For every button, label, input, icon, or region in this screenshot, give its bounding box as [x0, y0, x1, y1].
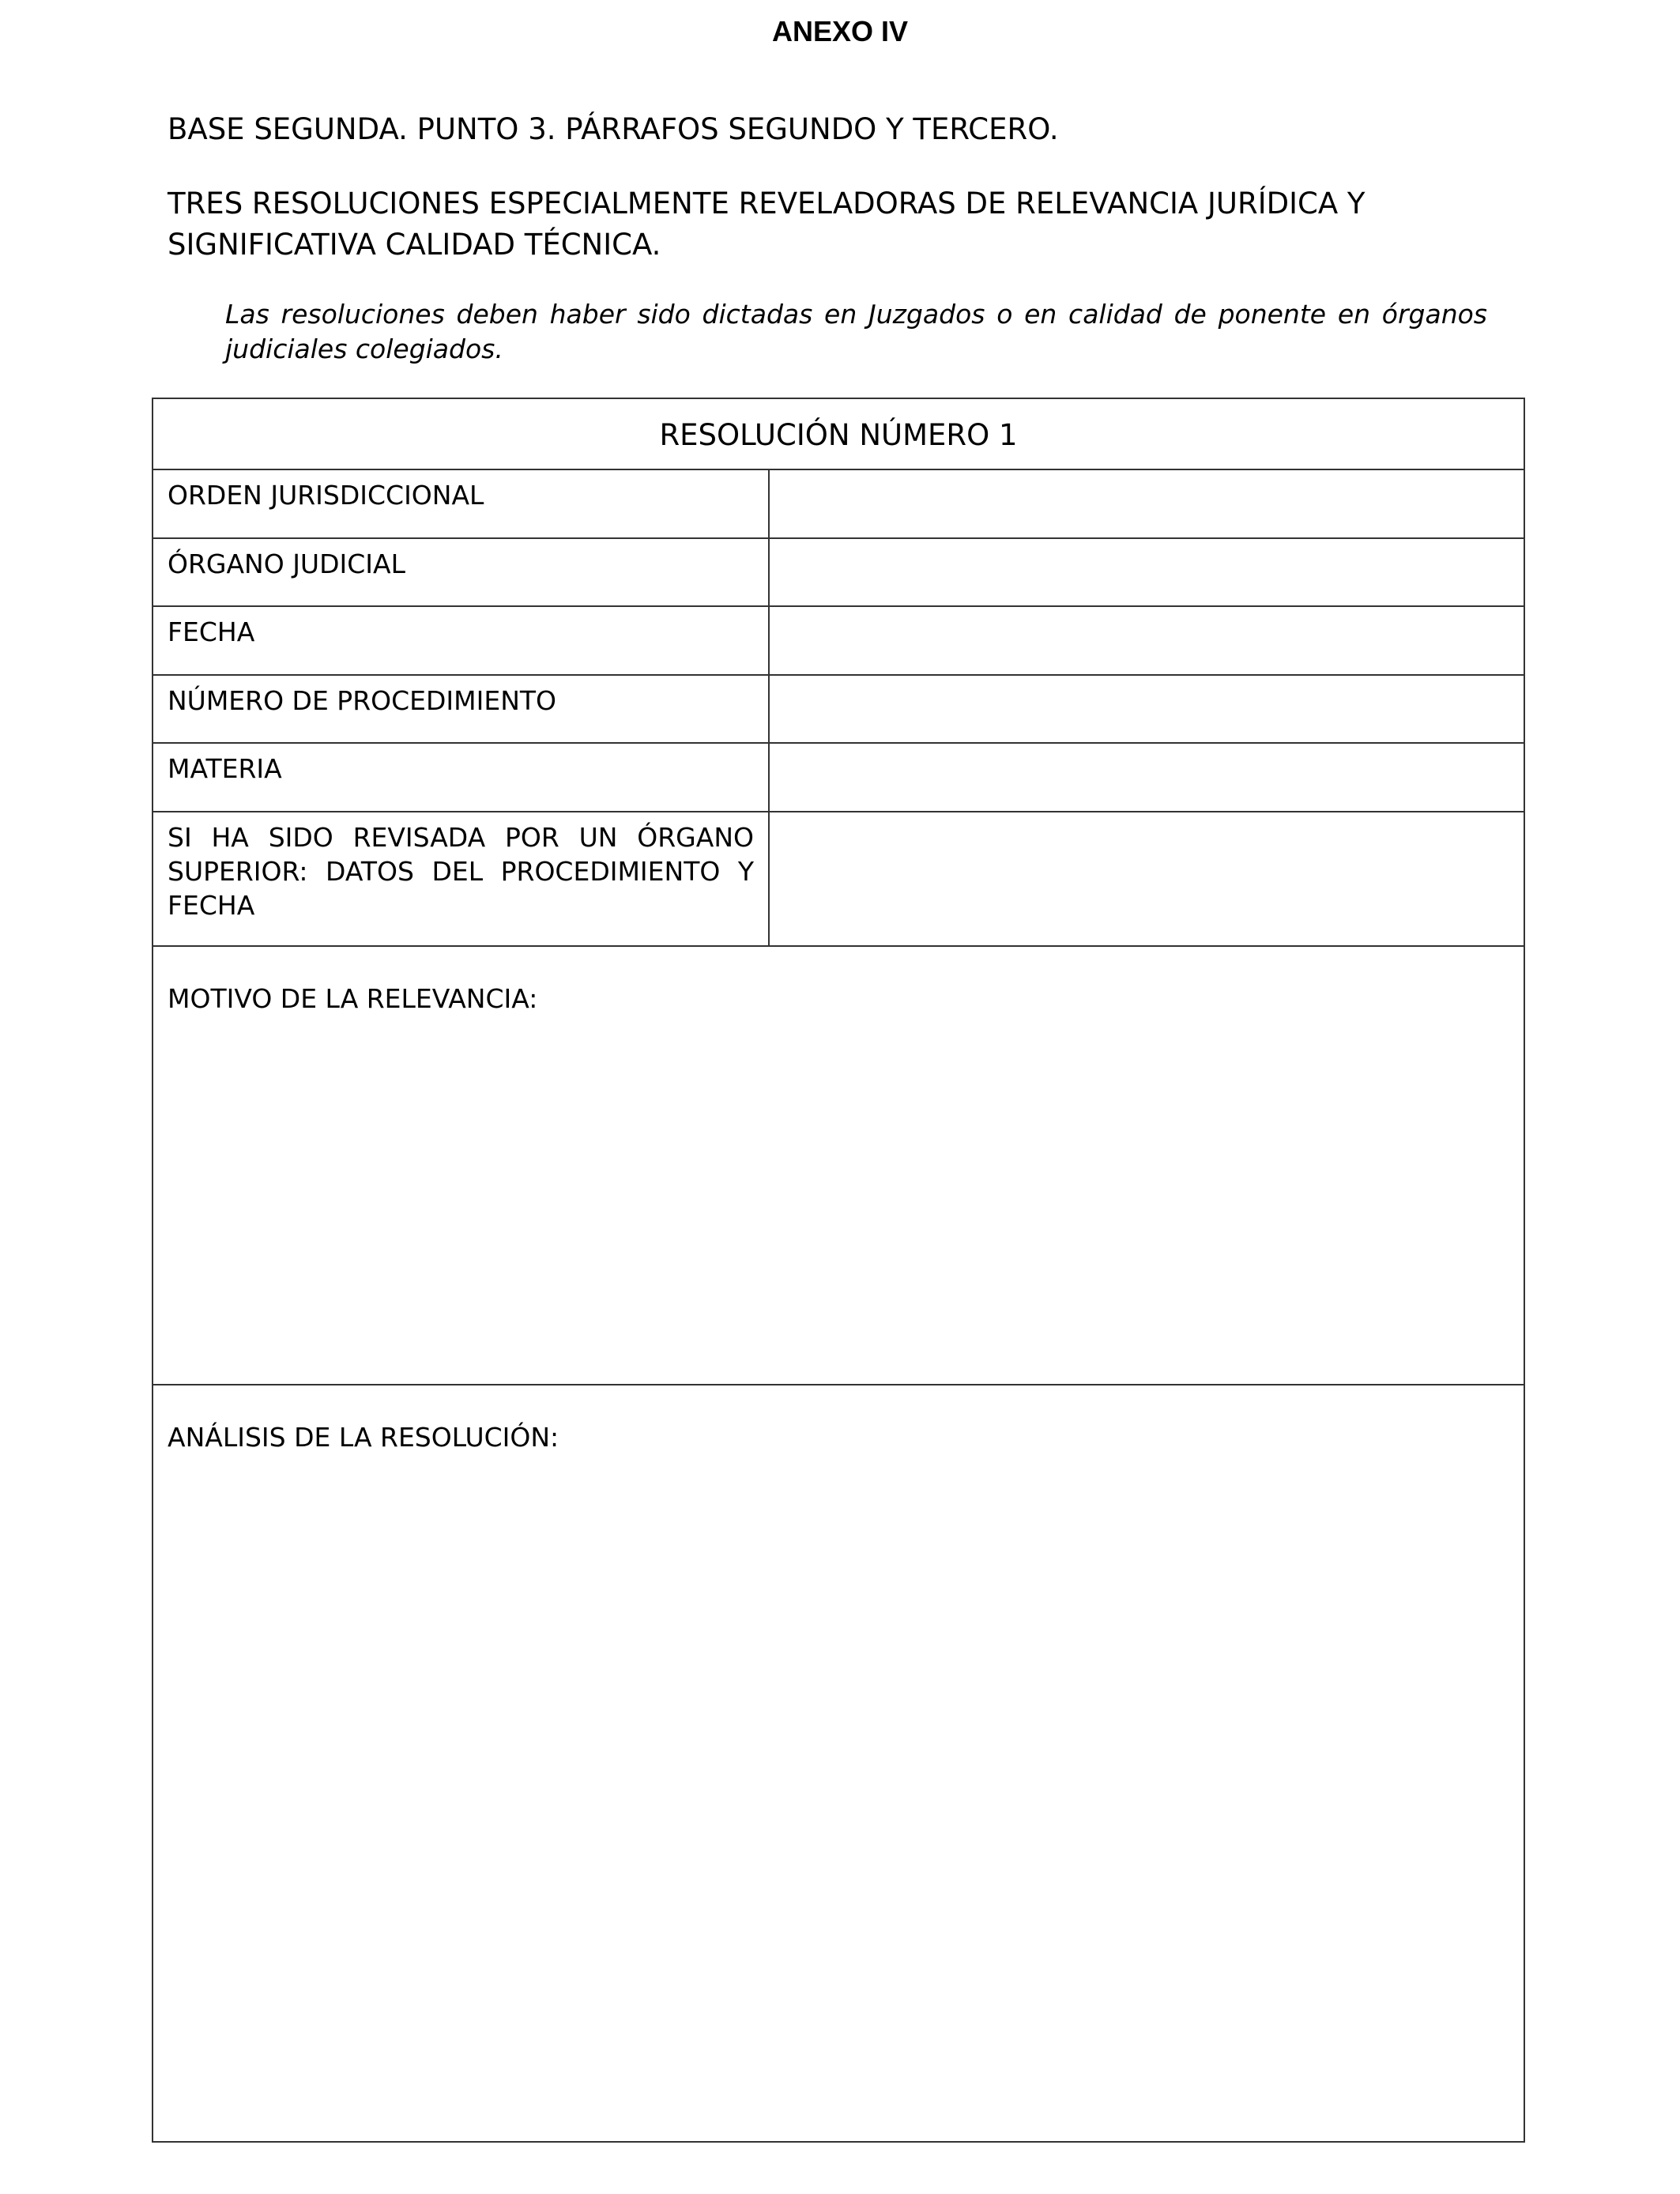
field-label-organo-judicial: ÓRGANO JUDICIAL: [153, 539, 770, 605]
field-label-fecha: FECHA: [153, 607, 770, 674]
analisis-resolucion-section[interactable]: [153, 1385, 1524, 2141]
instruction-note: Las resoluciones deben haber sido dictadas en Juzgados o en calidad de ponente en órganos judiciales colegiados.: [225, 299, 1487, 364]
field-row-fecha: [153, 607, 1524, 676]
motivo-relevancia-section[interactable]: [153, 947, 1524, 1385]
section-heading: [168, 183, 1527, 266]
field-label-numero-procedimiento: NÚMERO DE PROCEDIMIENTO: [153, 676, 770, 742]
field-row-orden-jurisdiccional: [153, 470, 1524, 539]
field-row-revision-superior: [153, 812, 1524, 947]
field-value-numero-procedimiento[interactable]: [770, 676, 1524, 742]
field-row-organo-judicial: [153, 539, 1524, 607]
section-heading-line-2: SIGNIFICATIVA CALIDAD TÉCNICA.: [168, 228, 661, 262]
field-value-fecha[interactable]: [770, 607, 1524, 674]
field-value-materia[interactable]: [770, 744, 1524, 811]
field-row-numero-procedimiento: [153, 676, 1524, 744]
field-label-revision-superior: SI HA SIDO REVISADA POR UN ÓRGANO SUPERIOR: DATOS DEL PROCEDIMIENTO Y FECHA: [153, 812, 770, 945]
field-label-orden-jurisdiccional: ORDEN JURISDICCIONAL: [153, 470, 770, 537]
field-value-orden-jurisdiccional[interactable]: [770, 470, 1524, 537]
analisis-resolucion-label: ANÁLISIS DE LA RESOLUCIÓN:: [168, 1422, 559, 1453]
field-value-organo-judicial[interactable]: [770, 539, 1524, 605]
base-heading: BASE SEGUNDA. PUNTO 3. PÁRRAFOS SEGUNDO Y TERCERO.: [168, 112, 1059, 146]
field-value-revision-superior[interactable]: [770, 812, 1524, 945]
resolution-form: [152, 398, 1525, 2143]
motivo-relevancia-label: MOTIVO DE LA RELEVANCIA:: [168, 983, 538, 1014]
section-heading-line-1: TRES RESOLUCIONES ESPECIALMENTE REVELADORAS DE RELEVANCIA JURÍDICA Y: [168, 187, 1365, 221]
field-row-materia: [153, 744, 1524, 812]
field-label-materia: MATERIA: [153, 744, 770, 811]
form-title: RESOLUCIÓN NÚMERO 1: [153, 399, 1524, 470]
annex-title: ANEXO IV: [771, 15, 909, 47]
